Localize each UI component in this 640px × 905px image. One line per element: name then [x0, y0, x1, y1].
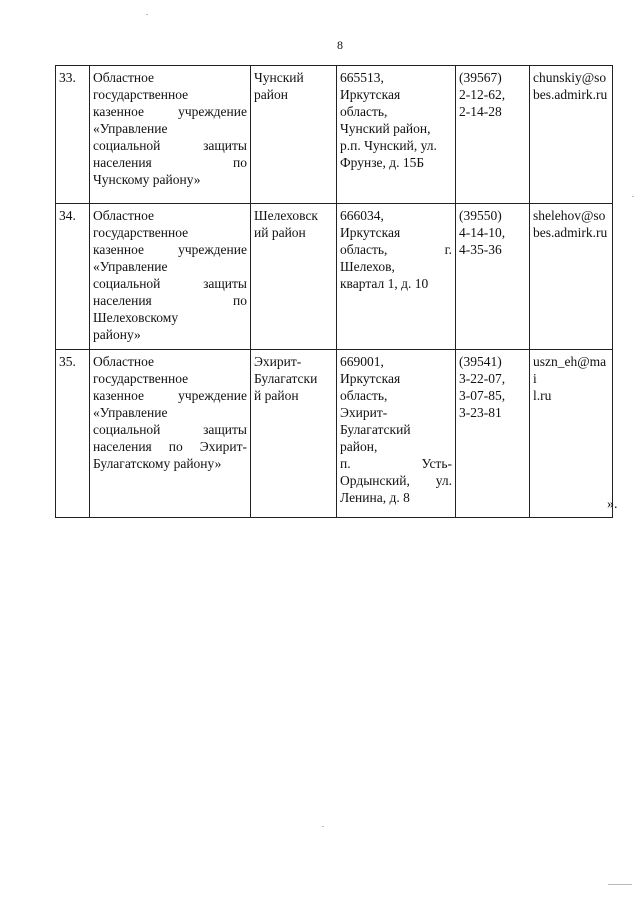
text-line: 2-12-62,: [459, 87, 506, 102]
email: [530, 66, 613, 204]
text-line: Фрунзе, д. 15Б: [340, 155, 425, 170]
address: [337, 350, 456, 518]
text-line: «Управление: [93, 405, 168, 420]
page-number: 8: [337, 38, 343, 52]
text-line: Чунский: [254, 70, 304, 85]
text-line: Иркутская: [340, 371, 401, 386]
row-number: 34.: [56, 204, 90, 350]
district: [251, 350, 337, 518]
text-line: 4-35-36: [459, 242, 502, 257]
table-row: [56, 350, 613, 518]
text-line: l.ru: [533, 388, 552, 403]
address: [337, 204, 456, 350]
text-line: социальной защиты: [93, 138, 247, 153]
table-row: [56, 66, 613, 204]
text-line: (39567): [459, 70, 502, 85]
text-line: Иркутская: [340, 225, 401, 240]
closing-quote-mark: ».: [607, 497, 618, 512]
text-line: 4-14-10,: [459, 225, 506, 240]
institutions-table: [55, 65, 613, 518]
text-line: bes.admirk.ru: [533, 225, 608, 240]
institution-name: [90, 204, 251, 350]
text-line: область,: [340, 104, 388, 119]
text-line: й район: [254, 388, 299, 403]
text-line: Эхирит-: [340, 405, 388, 420]
scan-speck: [322, 826, 324, 827]
text-line: Шелеховск: [254, 208, 318, 223]
text-line: Ордынский, ул.: [340, 473, 452, 488]
scan-speck: [608, 884, 632, 885]
text-line: социальной защиты: [93, 276, 247, 291]
text-line: казенное учреждение: [93, 388, 247, 403]
institution-name: [90, 66, 251, 204]
text-line: Областное: [93, 70, 155, 85]
text-line: (39550): [459, 208, 502, 223]
scan-speck: [146, 14, 148, 15]
text-line: казенное учреждение: [93, 242, 247, 257]
text-line: Эхирит-: [254, 354, 302, 369]
text-line: область,: [340, 388, 388, 403]
text-line: «Управление: [93, 121, 168, 136]
text-line: 3-07-85,: [459, 388, 506, 403]
text-line: chunskiy@so: [533, 70, 607, 85]
text-line: 3-22-07,: [459, 371, 506, 386]
text-line: Чунский район,: [340, 121, 431, 136]
text-line: «Управление: [93, 259, 168, 274]
text-line: 3-23-81: [459, 405, 502, 420]
district: [251, 66, 337, 204]
row-number: 35.: [56, 350, 90, 518]
phone: [456, 204, 530, 350]
text-line: район,: [340, 439, 378, 454]
text-line: государственное: [93, 87, 189, 102]
email: [530, 204, 613, 350]
text-line: государственное: [93, 225, 189, 240]
text-line: 666034,: [340, 208, 384, 223]
text-line: 669001,: [340, 354, 384, 369]
text-line: социальной защиты: [93, 422, 247, 437]
row-number: 33.: [56, 66, 90, 204]
text-line: Шелехов,: [340, 259, 395, 274]
phone: [456, 350, 530, 518]
text-line: Иркутская: [340, 87, 401, 102]
text-line: Чунскому району»: [93, 172, 201, 187]
phone: [456, 66, 530, 204]
text-line: uszn_eh@mai: [533, 354, 607, 386]
text-line: область, г.: [340, 242, 452, 257]
text-line: (39541): [459, 354, 502, 369]
text-line: Областное: [93, 208, 155, 223]
text-line: району»: [93, 327, 141, 342]
text-line: Булагатски: [254, 371, 318, 386]
text-line: Шелеховскому: [93, 310, 179, 325]
text-line: Булагатскому району»: [93, 456, 222, 471]
text-line: 665513,: [340, 70, 384, 85]
text-line: shelehov@so: [533, 208, 606, 223]
institution-name: [90, 350, 251, 518]
scan-speck: [632, 196, 634, 197]
text-line: населения по: [93, 293, 247, 308]
text-line: bes.admirk.ru: [533, 87, 608, 102]
text-line: Булагатский: [340, 422, 411, 437]
district: [251, 204, 337, 350]
table-row: [56, 204, 613, 350]
text-line: квартал 1, д. 10: [340, 276, 429, 291]
text-line: р.п. Чунский, ул.: [340, 138, 437, 153]
text-line: государственное: [93, 371, 189, 386]
text-line: 2-14-28: [459, 104, 502, 119]
text-line: п. Усть-: [340, 456, 452, 471]
text-line: район: [254, 87, 288, 102]
text-line: Ленина, д. 8: [340, 490, 410, 505]
text-line: населения по: [93, 155, 247, 170]
text-line: ий район: [254, 225, 306, 240]
email: [530, 350, 613, 518]
text-line: населения по Эхирит-: [93, 439, 247, 454]
address: [337, 66, 456, 204]
text-line: казенное учреждение: [93, 104, 247, 119]
text-line: Областное: [93, 354, 155, 369]
